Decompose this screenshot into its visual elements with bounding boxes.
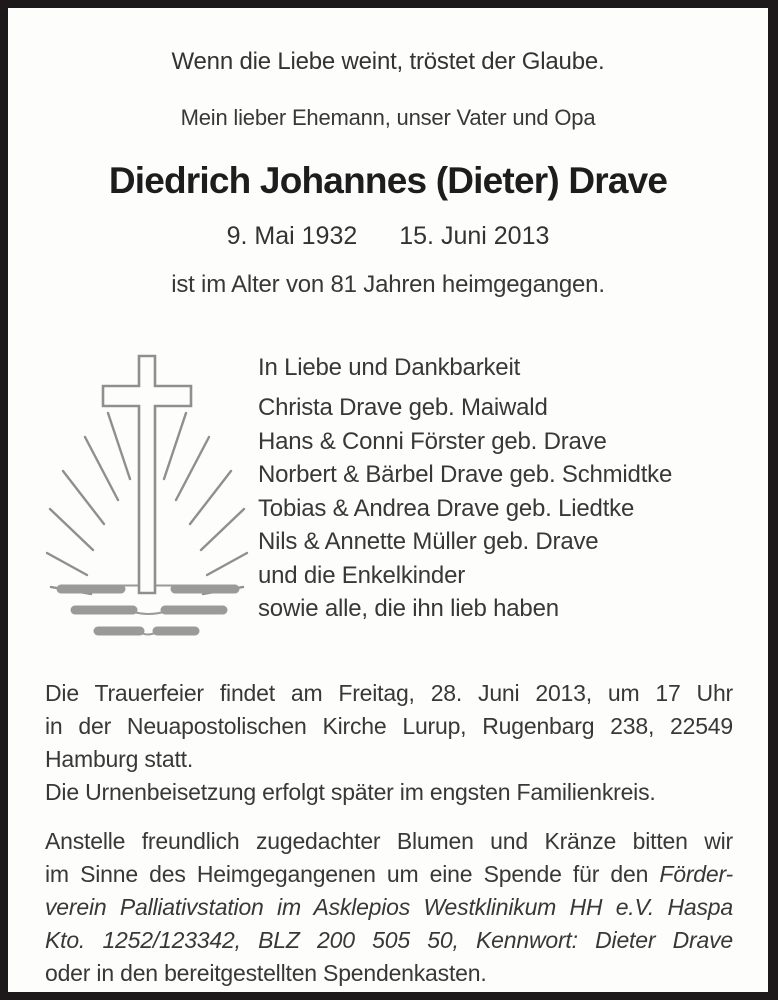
obituary-notice — [8, 8, 768, 992]
condolence-intro: In Liebe und Dankbarkeit — [258, 354, 521, 381]
italic-text-segment: Kto. 1252/123342, BLZ 200 505 50, Kennwort: Dieter Drave — [45, 927, 733, 953]
death-date: 15. Juni 2013 — [399, 222, 550, 250]
new-apostolic-cross-emblem-icon — [45, 353, 250, 645]
salutation-line: Mein lieber Ehemann, unser Vater und Opa — [180, 105, 596, 130]
cross-icon — [103, 356, 191, 593]
mourners-list — [258, 391, 672, 626]
mourner-line: Hans & Conni Förster geb. Drave — [258, 427, 607, 455]
text-segment: Die Trauerfeier findet am Freitag, 28. Juni 2013, um 17 Uhr — [45, 680, 733, 706]
italic-text-segment: Förder- — [659, 861, 733, 887]
text-segment: Anstelle freundlich zugedachter Blumen und Kränze bitten wir — [45, 828, 733, 854]
funeral-info-paragraph — [45, 677, 733, 809]
life-dates — [45, 221, 731, 251]
mourner-line: Christa Drave geb. Maiwald — [258, 394, 548, 421]
italic-text-segment: verein Palliativstation im Asklepios Westklinikum HH e.V. Haspa — [45, 894, 733, 920]
announcements-section — [45, 677, 731, 990]
paragraph-line — [45, 743, 733, 776]
mourner-line: sowie alle, die ihn lieb haben — [258, 595, 559, 622]
paragraph-line — [45, 957, 733, 990]
paragraph-line — [45, 924, 733, 957]
paragraph-line — [45, 825, 733, 858]
donation-info-paragraph — [45, 825, 733, 990]
memorial-quote: Wenn die Liebe weint, tröstet der Glaube. — [171, 48, 605, 75]
mourners-block — [258, 353, 672, 626]
deceased-name: Diedrich Johannes (Dieter) Drave — [108, 160, 668, 201]
text-segment: Die Urnenbeisetzung erfolgt später im engsten Familienkreis. — [45, 779, 656, 805]
text-segment: oder in den bereitgestellten Spendenkasten. — [45, 960, 487, 986]
mourner-line: Nils & Annette Müller geb. Drave — [258, 528, 599, 555]
paragraph-line — [45, 677, 733, 710]
text-segment: Hamburg statt. — [45, 746, 194, 772]
paragraph-line — [45, 776, 733, 809]
age-line: ist im Alter von 81 Jahren heimgegangen. — [171, 271, 605, 298]
text-segment: in der Neuapostolischen Kirche Lurup, Rugenbarg 238, 22549 — [45, 713, 733, 739]
mourner-line: und die Enkelkinder — [258, 561, 466, 589]
condolence-section — [45, 353, 731, 645]
mourner-line: Tobias & Andrea Drave geb. Liedtke — [258, 494, 635, 522]
birth-date: 9. Mai 1932 — [226, 222, 358, 250]
paragraph-line — [45, 710, 733, 743]
paragraph-line — [45, 858, 733, 891]
text-segment: im Sinne des Heimgegangenen um eine Spende für den — [45, 861, 660, 887]
paragraph-line — [45, 891, 733, 924]
mourner-line: Norbert & Bärbel Drave geb. Schmidtke — [258, 461, 673, 488]
